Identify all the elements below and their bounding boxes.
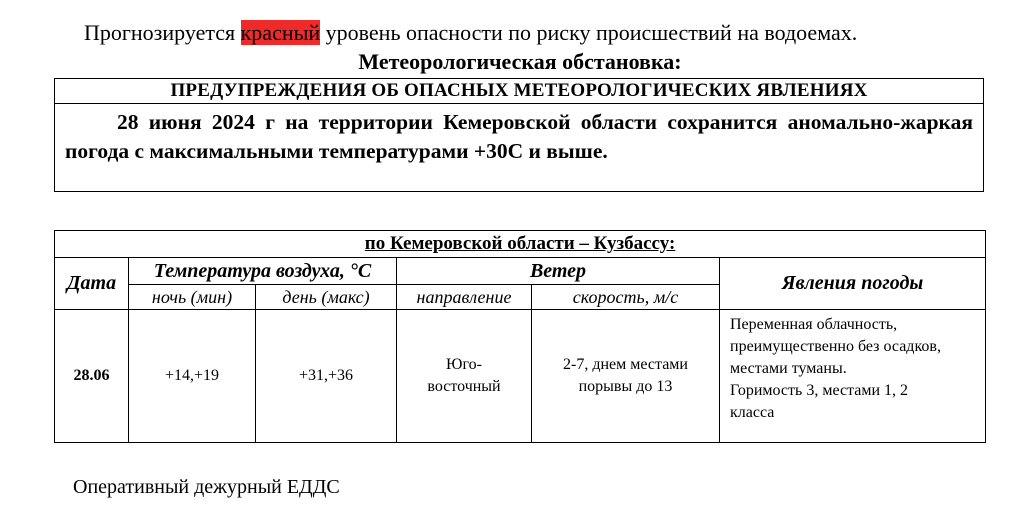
phenomena-line: Переменная облачность, <box>730 316 898 333</box>
header-day: день (макс) <box>256 285 397 310</box>
phenomena-line: класса <box>730 404 775 421</box>
speed-line: 2-7, днем местами <box>563 356 688 373</box>
forecast-suffix: уровень опасности по риску происшествий на водоемах. <box>320 20 858 45</box>
cell-phenomena <box>720 310 986 443</box>
cell-date: 28.06 <box>55 310 129 443</box>
table-row <box>55 310 986 443</box>
direction-line: восточный <box>427 378 501 395</box>
warnings-heading: ПРЕДУПРЕЖДЕНИЯ ОБ ОПАСНЫХ МЕТЕОРОЛОГИЧЕСКИХ ЯВЛЕНИЯХ <box>55 79 983 104</box>
direction-line: Юго- <box>446 356 482 373</box>
cell-direction <box>397 310 532 443</box>
header-night: ночь (мин) <box>129 285 256 310</box>
meteo-title: Метеорологическая обстановка: <box>358 49 682 74</box>
cell-night: +14,+19 <box>129 310 256 443</box>
phenomena-line: местами туманы. <box>730 360 847 377</box>
header-temperature: Температура воздуха, °С <box>129 258 397 285</box>
header-date: Дата <box>55 258 129 310</box>
warnings-text: 28 июня 2024 г на территории Кемеровской области сохранится аномально-жаркая погода с максимальными температурами +30С и выше. <box>65 110 973 163</box>
forecast-prefix: Прогнозируется <box>84 20 241 45</box>
table-caption: по Кемеровской области – Кузбассу: <box>55 231 986 258</box>
footer-signature: Оперативный дежурный ЕДДС <box>73 476 340 498</box>
weather-table <box>54 230 986 443</box>
phenomena-line: преимущественно без осадков, <box>730 338 941 355</box>
header-wind: Ветер <box>397 258 720 285</box>
header-phenomena: Явления погоды <box>720 258 986 310</box>
speed-line: порывы до 13 <box>578 378 673 395</box>
cell-day: +31,+36 <box>256 310 397 443</box>
header-direction: направление <box>397 285 532 310</box>
danger-level-highlight: красный <box>240 20 321 45</box>
warnings-block <box>54 78 984 192</box>
cell-speed <box>532 310 720 443</box>
forecast-line <box>84 19 1014 47</box>
header-speed: скорость, м/с <box>532 285 720 310</box>
phenomena-line: Горимость 3, местами 1, 2 <box>730 382 909 399</box>
